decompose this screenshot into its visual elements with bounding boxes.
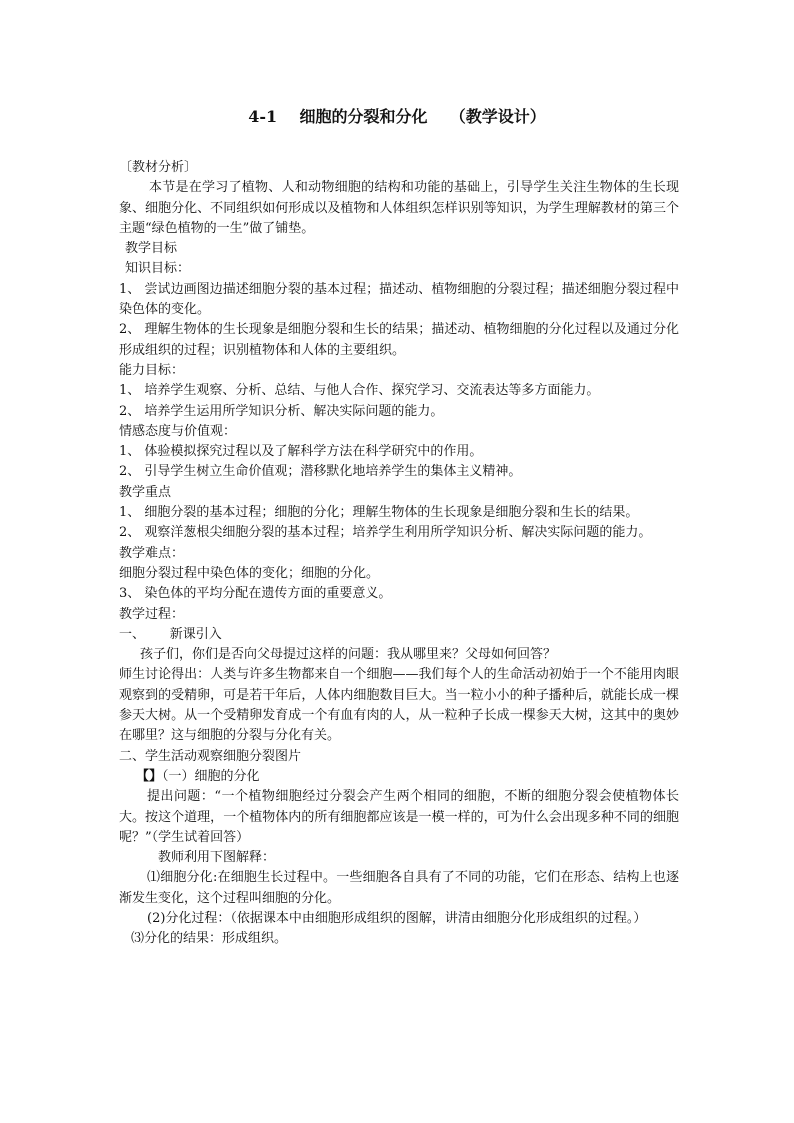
paragraph-textbook-analysis: 本节是在学习了植物、人和动物细胞的结构和功能的基础上，引导学生关注生物体的生长现象、细胞分化、不同组织如何形成以及植物和人体组织怎样识别等知识，为学生理解教材的第三个主题“绿色植物的一生”做了铺垫。 xyxy=(119,180,679,236)
list-item-ability-2: 2、 培养学生运用所学知识分析、解决实际问题的能力。 xyxy=(119,403,444,419)
list-item-key-point-1: 1、 细胞分裂的基本过程；细胞的分化；理解生物体的生长现象是细胞分裂和生长的结果。 xyxy=(119,505,639,521)
paragraph-differentiation-definition: ⑴细胞分化:在细胞生长过程中。一些细胞各自具有了不同的功能，它们在形态、结构上也逐渐发生变化，这个过程叫细胞的分化。 xyxy=(119,870,679,906)
subheading-emotion-values: 情感态度与价值观： xyxy=(119,423,237,439)
list-item-knowledge-2: 2、 理解生物体的生长现象是细胞分裂和生长的结果；描述动、植物细胞的分化过程以及通过分化形成组织的过程；识别植物体和人体的主要组织。 xyxy=(119,322,679,358)
paragraph-teacher-explains: 教师利用下图解释： xyxy=(158,850,276,866)
list-item-knowledge-1: 1、 尝试边画图边描述细胞分裂的基本过程；描述动、植物细胞的分裂过程；描述细胞分裂过程中染色体的变化。 xyxy=(119,281,679,318)
subheading-knowledge-goals: 知识目标： xyxy=(125,261,191,277)
paragraph-discussion: 师生讨论得出：人类与许多生物都来自一个细胞——我们每个人的生命活动初始于一个不能用肉眼观察到的受精卵，可是若干年后，人体内细胞数目巨大。当一粒小小的种子播种后，就能长成一棵参天大树。从一个受精卵发育成一个有血有肉的人，从一粒种子长成一棵参天大树，这其中的奥妙在哪里？这与细胞的分裂与分化有关。 xyxy=(119,667,679,744)
subheading-ability-goals: 能力目标： xyxy=(119,362,185,378)
subheading-cell-differentiation-text: （一）细胞的分化 xyxy=(162,768,260,784)
list-item-emotion-1: 1、 体验模拟探究过程以及了解科学方法在科学研究中的作用。 xyxy=(119,444,483,460)
list-item-emotion-2: 2、 引导学生树立生命价值观；潜移默化地培养学生的集体主义精神。 xyxy=(119,464,522,480)
paragraph-question: 提出问题：“一个植物细胞经过分裂会产生两个相同的细胞，不断的细胞分裂会使植物体长大。按这个道理，一个植物体内的所有细胞都应该是一模一样的，可为什么会出现多种不同的细胞呢？”（学生试着回答） xyxy=(119,789,679,845)
section-heading-key-points: 教学重点 xyxy=(119,484,172,500)
paragraph-difficulties: 细胞分裂过程中染色体的变化；细胞的分化。 xyxy=(119,565,380,581)
subheading-student-activity: 二、学生活动观察细胞分裂图片 xyxy=(119,748,302,764)
section-heading-textbook-analysis: 〔教材分析〕 xyxy=(119,160,198,175)
document-title: 4-1 细胞的分裂和分化 （教学设计） xyxy=(248,107,546,126)
subheading-cell-differentiation xyxy=(119,767,679,787)
section-heading-teaching-process: 教学过程： xyxy=(119,606,185,622)
paragraph-differentiation-process: (2)分化过程：（依据课本中由细胞形成组织的图解，讲清由细胞分化形成组织的过程。） xyxy=(147,910,647,926)
list-item-difficulty-3: 3、 染色体的平均分配在遗传方面的重要意义。 xyxy=(119,586,392,602)
paragraph-intro-question: 孩子们，你们是否向父母提过这样的问题：我从哪里来？父母如何回答？ xyxy=(140,647,557,663)
list-item-ability-1: 1、 培养学生观察、分析、总结、与他人合作、探究学习、交流表达等多方面能力。 xyxy=(119,383,600,399)
list-item-key-point-2: 2、 观察洋葱根尖细胞分裂的基本过程；培养学生利用所学知识分析、解决实际问题的能力。 xyxy=(119,525,652,541)
paragraph-differentiation-result: ⑶分化的结果：形成组织。 xyxy=(131,931,288,947)
document-body xyxy=(119,158,679,950)
subheading-new-lesson-intro: 一、 新课引入 xyxy=(119,626,222,642)
section-heading-difficulties: 教学难点： xyxy=(119,545,185,561)
section-heading-teaching-goals: 教学目标 xyxy=(125,241,178,257)
bracket-mark: 【】 xyxy=(136,768,163,784)
